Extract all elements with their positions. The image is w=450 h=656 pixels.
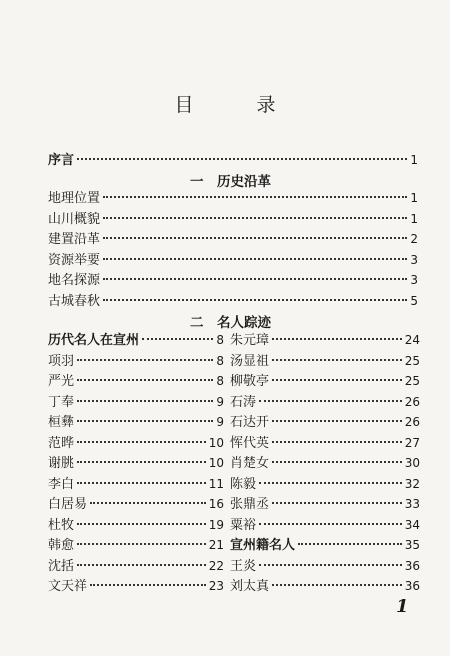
toc-entry-page: 22 <box>208 558 224 573</box>
leader-dots <box>90 502 206 504</box>
leader-dots <box>259 564 402 566</box>
toc-entry-page: 16 <box>208 497 224 511</box>
toc-entry-label: 朱元璋 <box>230 333 270 348</box>
toc-entry-page: 27 <box>404 435 420 450</box>
toc-entry-label: 序言 <box>48 153 75 168</box>
toc-entry-page: 36 <box>404 558 420 573</box>
toc-entry[interactable] <box>48 556 224 576</box>
leader-dots <box>77 420 213 422</box>
toc-entry-label: 韩愈 <box>48 538 75 553</box>
leader-dots <box>77 400 213 402</box>
toc-entry-page: 25 <box>404 374 420 388</box>
toc-entry-preface[interactable] <box>48 150 418 170</box>
toc-entry[interactable] <box>48 209 418 229</box>
toc-entry-page: 21 <box>208 538 224 552</box>
toc-entry-label: 石涛 <box>230 394 257 410</box>
toc-entry-page: 36 <box>404 579 420 593</box>
toc-entry[interactable] <box>230 556 420 576</box>
page-number: 1 <box>396 596 409 617</box>
leader-dots <box>103 258 407 260</box>
toc-entry-page: 24 <box>404 333 420 347</box>
leader-dots <box>90 584 206 586</box>
toc-entry[interactable] <box>48 229 418 249</box>
leader-dots <box>272 420 402 422</box>
toc-entry-label: 汤显祖 <box>230 353 270 369</box>
toc-entry-label: 丁奉 <box>48 394 75 410</box>
leader-dots <box>272 359 402 361</box>
toc-entry[interactable] <box>230 453 420 473</box>
toc-entry-page: 2 <box>410 232 418 246</box>
toc-entry-page: 34 <box>404 517 420 532</box>
leader-dots <box>77 461 206 463</box>
toc-entry[interactable] <box>48 453 224 473</box>
toc-entry-label: 粟裕 <box>230 517 257 533</box>
toc-entry-label: 地理位置 <box>48 191 101 206</box>
toc-entry[interactable] <box>48 412 224 432</box>
toc-entry[interactable] <box>230 576 420 596</box>
leader-dots <box>259 523 402 525</box>
leader-dots <box>77 482 206 484</box>
toc-entry-label: 建置沿革 <box>48 232 101 247</box>
toc-entry-page: 1 <box>410 153 418 167</box>
toc-entry-page: 10 <box>208 456 224 470</box>
toc-entry-page: 3 <box>410 273 418 287</box>
toc-entry[interactable] <box>48 535 224 555</box>
toc-entry-label: 柳敬亭 <box>230 374 270 389</box>
toc-entry[interactable] <box>230 412 420 432</box>
toc-entry[interactable] <box>48 392 224 412</box>
toc-entry-label: 沈括 <box>48 558 75 574</box>
toc-entry-page: 30 <box>404 456 420 470</box>
toc-entry-label: 刘太真 <box>230 579 270 594</box>
leader-dots <box>77 543 206 545</box>
leader-dots <box>272 441 402 443</box>
toc-entry-label: 范晔 <box>48 435 75 451</box>
toc-entry[interactable] <box>48 433 224 453</box>
toc-entry-page: 25 <box>404 353 420 368</box>
toc-entry-page: 8 <box>216 353 224 368</box>
toc-entry-label: 陈毅 <box>230 476 257 492</box>
toc-entry-label: 石达开 <box>230 415 270 430</box>
toc-entry[interactable] <box>48 494 224 514</box>
toc-entry-page: 1 <box>410 191 418 205</box>
toc-entry-page: 11 <box>208 476 224 491</box>
leader-dots <box>142 338 213 340</box>
leader-dots <box>259 482 402 484</box>
toc-entry[interactable] <box>48 576 224 596</box>
toc-entry[interactable] <box>230 392 420 412</box>
toc-entry-page: 33 <box>404 497 420 511</box>
toc-entry-page: 5 <box>410 293 418 308</box>
leader-dots <box>77 564 206 566</box>
toc-entry[interactable] <box>230 515 420 535</box>
toc-entry-label: 张鼎丞 <box>230 497 270 512</box>
toc-entry[interactable] <box>48 371 224 391</box>
leader-dots <box>77 359 213 361</box>
toc-entry-page: 8 <box>216 374 224 388</box>
toc-entry-label: 肖楚女 <box>230 456 270 471</box>
toc-entry[interactable] <box>230 371 420 391</box>
leader-dots <box>103 237 407 239</box>
toc-entry[interactable] <box>48 330 224 350</box>
toc-entry[interactable] <box>48 270 418 290</box>
toc-entry-page: 8 <box>216 333 224 347</box>
toc-entry[interactable] <box>230 433 420 453</box>
toc-entry-page: 35 <box>404 538 420 552</box>
leader-dots <box>77 158 407 160</box>
toc-entry-label: 古城春秋 <box>48 293 101 309</box>
toc-entry[interactable] <box>48 351 224 371</box>
toc-entry[interactable] <box>48 188 418 208</box>
toc-entry-label: 王炎 <box>230 558 257 574</box>
toc-entry-page: 1 <box>410 211 418 226</box>
toc-entry[interactable] <box>230 474 420 494</box>
leader-dots <box>103 299 407 301</box>
leader-dots <box>77 379 213 381</box>
leader-dots <box>259 400 402 402</box>
toc-entry[interactable] <box>48 474 224 494</box>
toc-entry-label: 地名探源 <box>48 273 101 288</box>
toc-entry-label: 李白 <box>48 476 75 492</box>
toc-entry-label: 宣州籍名人 <box>230 538 296 553</box>
leader-dots <box>272 502 402 504</box>
toc-entry-page: 9 <box>216 394 224 409</box>
toc-entry[interactable] <box>48 515 224 535</box>
toc-entry-page: 10 <box>208 435 224 450</box>
leader-dots <box>272 338 402 340</box>
toc-entry-page: 9 <box>216 415 224 429</box>
leader-dots <box>272 461 402 463</box>
toc-entry-label: 严光 <box>48 374 75 389</box>
toc-entry-label: 历代名人在宣州 <box>48 333 140 348</box>
toc-entry[interactable] <box>230 330 420 350</box>
toc-entry[interactable] <box>230 351 420 371</box>
toc-entry-label: 桓彝 <box>48 415 75 430</box>
toc-entry[interactable] <box>48 291 418 311</box>
leader-dots <box>298 543 402 545</box>
toc-title: 目 录 <box>174 94 298 116</box>
toc-entry-page: 26 <box>404 415 420 429</box>
leader-dots <box>103 217 407 219</box>
leader-dots <box>103 278 407 280</box>
toc-entry-label: 恽代英 <box>230 435 270 451</box>
toc-entry-label: 资源举要 <box>48 252 101 268</box>
leader-dots <box>77 441 206 443</box>
toc-entry[interactable] <box>48 250 418 270</box>
toc-entry-label: 杜牧 <box>48 517 75 533</box>
toc-entry-page: 32 <box>404 476 420 491</box>
toc-entry-page: 23 <box>208 579 224 593</box>
section-heading-people: 二 名人踪迹 <box>190 315 271 331</box>
toc-entry-label: 白居易 <box>48 497 88 512</box>
leader-dots <box>272 584 402 586</box>
toc-entry-label: 文天祥 <box>48 579 88 594</box>
leader-dots <box>272 379 402 381</box>
toc-entry-label: 项羽 <box>48 353 75 369</box>
toc-entry[interactable] <box>230 535 420 555</box>
toc-entry-label: 山川概貌 <box>48 211 101 227</box>
leader-dots <box>103 196 407 198</box>
toc-entry[interactable] <box>230 494 420 514</box>
toc-entry-page: 26 <box>404 394 420 409</box>
toc-entry-page: 3 <box>410 252 418 267</box>
section-heading-history: 一 历史沿革 <box>190 174 271 190</box>
toc-entry-page: 19 <box>208 517 224 532</box>
toc-entry-label: 谢朓 <box>48 456 75 471</box>
leader-dots <box>77 523 206 525</box>
